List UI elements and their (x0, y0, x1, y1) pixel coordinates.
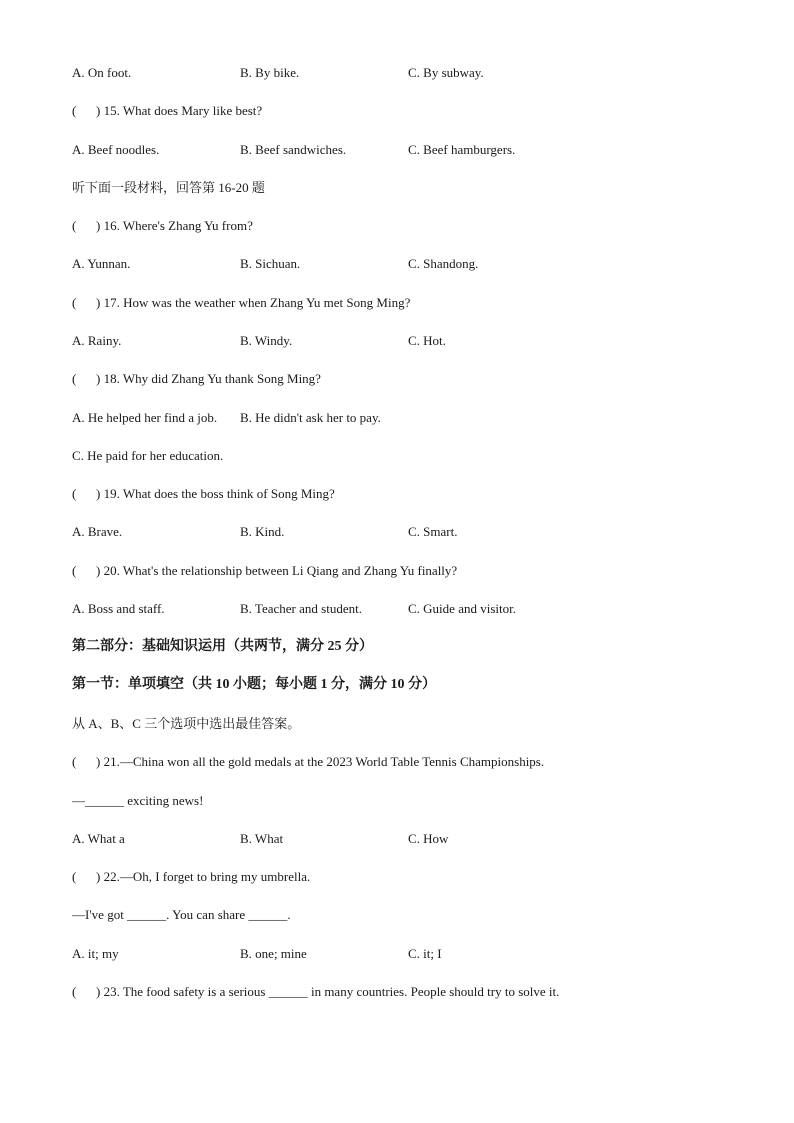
option-c: C. How (408, 831, 449, 846)
answer-paren: ( (72, 295, 77, 310)
response-text: . You can share (166, 907, 249, 922)
option-a: A. What a (72, 831, 125, 846)
option-a: A. Rainy. (72, 333, 122, 348)
part-2-heading: 第二部分：基础知识运用（共两节，满分 25 分） (72, 639, 373, 654)
option-c: C. By subway. (408, 65, 484, 80)
question-text: ) 19. What does the boss think of Song Ming? (96, 486, 335, 501)
option-a: A. Beef noodles. (72, 142, 160, 157)
answer-blank: ______ (268, 984, 308, 999)
question-20 (72, 563, 457, 579)
answer-blank: ______ (85, 793, 124, 808)
section-instruction: 从 A、B、C 三个选项中选出最佳答案。 (72, 716, 301, 731)
option-b: B. He didn't ask her to pay. (240, 410, 381, 425)
question-22-response (72, 907, 291, 923)
option-b: B. Windy. (240, 333, 293, 348)
question-19 (72, 486, 335, 502)
option-a: A. Boss and staff. (72, 601, 165, 616)
response-text: —I've got (72, 907, 128, 922)
option-b: B. By bike. (240, 65, 300, 80)
option-b: B. What (240, 831, 284, 846)
response-text: . (287, 907, 291, 922)
dash: — (72, 793, 85, 808)
question-text: ) 16. Where's Zhang Yu from? (96, 218, 253, 233)
question-23 (72, 984, 559, 1000)
option-b: B. Beef sandwiches. (240, 142, 347, 157)
question-text: ) 15. What does Mary like best? (96, 103, 263, 118)
option-a: A. it; my (72, 946, 119, 961)
option-a: A. On foot. (72, 65, 132, 80)
question-18 (72, 371, 321, 387)
answer-paren: ( (72, 371, 77, 386)
option-a: A. Brave. (72, 524, 123, 539)
answer-paren: ( (72, 984, 77, 999)
option-c: C. Hot. (408, 333, 446, 348)
question-15 (72, 103, 262, 119)
listening-section-instruction: 听下面一段材料，回答第 16-20 题 (72, 180, 265, 195)
question-16 (72, 218, 253, 234)
option-c: C. it; I (408, 946, 442, 961)
answer-paren: ( (72, 869, 77, 884)
question-text: ) 22.—Oh, I forget to bring my umbrella. (96, 869, 311, 884)
question-text: ) 20. What's the relationship between Li Qiang and Zhang Yu finally? (96, 563, 458, 578)
question-17 (72, 295, 410, 311)
answer-paren: ( (72, 103, 77, 118)
option-c: C. Guide and visitor. (408, 601, 516, 616)
option-c: C. Beef hamburgers. (408, 142, 516, 157)
option-b: B. Teacher and student. (240, 601, 362, 616)
answer-blank: ______ (248, 907, 288, 922)
answer-paren: ( (72, 486, 77, 501)
option-b: B. Sichuan. (240, 256, 301, 271)
question-text: in many countries. People should try to solve it. (307, 984, 560, 999)
question-21-response (72, 793, 203, 809)
question-text: ) 18. Why did Zhang Yu thank Song Ming? (96, 371, 321, 386)
option-c: C. Smart. (408, 524, 458, 539)
question-22 (72, 869, 310, 885)
answer-paren: ( (72, 563, 77, 578)
option-c: C. He paid for her education. (72, 448, 224, 463)
answer-paren: ( (72, 754, 77, 769)
option-a: A. He helped her find a job. (72, 410, 218, 425)
question-text: ) 23. The food safety is a serious (96, 984, 269, 999)
option-c: C. Shandong. (408, 256, 479, 271)
option-a: A. Yunnan. (72, 256, 131, 271)
option-b: B. Kind. (240, 524, 285, 539)
answer-paren: ( (72, 218, 77, 233)
option-b: B. one; mine (240, 946, 307, 961)
question-text: ) 21.—China won all the gold medals at the 2023 World Table Tennis Championships. (96, 754, 545, 769)
section-1-heading: 第一节：单项填空（共 10 小题；每小题 1 分，满分 10 分） (72, 677, 436, 692)
question-21 (72, 754, 544, 770)
answer-blank: ______ (127, 907, 167, 922)
response-text: exciting news! (124, 793, 204, 808)
question-text: ) 17. How was the weather when Zhang Yu met Song Ming? (96, 295, 411, 310)
